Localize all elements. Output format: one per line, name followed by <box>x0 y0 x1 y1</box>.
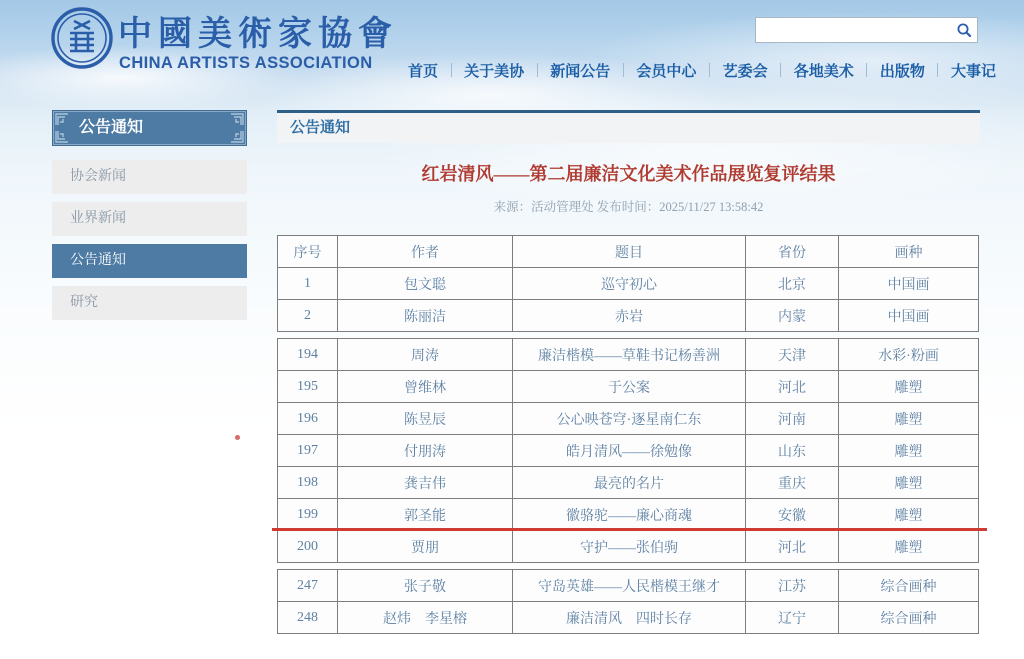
nav-separator <box>866 63 867 77</box>
nav-item[interactable]: 首页 <box>408 62 439 80</box>
table-cell: 龚吉伟 <box>338 467 513 499</box>
table-row <box>278 268 979 300</box>
table-row <box>278 570 979 602</box>
table-cell: 雕塑 <box>839 435 979 467</box>
brand-title-en: CHINA ARTISTS ASSOCIATION <box>119 54 373 72</box>
table-row <box>278 435 979 467</box>
table-row <box>278 339 979 371</box>
corner-ornament-icon <box>55 130 69 143</box>
corner-ornament-icon <box>230 113 244 126</box>
sidebar-item-notices[interactable]: 公告通知 <box>52 244 247 278</box>
table-cell: 198 <box>278 467 338 499</box>
sidebar-item-research[interactable]: 研究 <box>52 286 247 320</box>
search-box <box>755 17 978 43</box>
table-fragment <box>277 338 980 563</box>
table-cell: 山东 <box>746 435 839 467</box>
nav-separator <box>451 63 452 77</box>
nav-item[interactable]: 出版物 <box>879 62 925 80</box>
table-header-cell: 省份 <box>746 236 839 268</box>
nav-item[interactable]: 各地美术 <box>793 62 854 80</box>
nav-separator <box>937 63 938 77</box>
sidebar-menu <box>52 160 247 320</box>
page-title: 红岩清风——第二届廉洁文化美术作品展览复评结果 <box>421 164 836 184</box>
table-cell: 河南 <box>746 403 839 435</box>
table-cell: 雕塑 <box>839 403 979 435</box>
table-cell: 综合画种 <box>839 602 979 634</box>
nav-item[interactable]: 新闻公告 <box>550 62 611 80</box>
table-cell: 皓月清风——徐勉像 <box>513 435 746 467</box>
table-row <box>278 300 979 332</box>
table-cell: 郭圣能 <box>338 499 513 531</box>
table-row <box>278 499 979 531</box>
red-underline <box>272 528 987 531</box>
table-cell: 195 <box>278 371 338 403</box>
breadcrumb: 公告通知 <box>277 110 980 143</box>
sidebar-title <box>52 110 247 146</box>
table-cell: 廉洁清风 四时长存 <box>513 602 746 634</box>
table-row <box>278 403 979 435</box>
table-cell: 江苏 <box>746 570 839 602</box>
table-cell: 雕塑 <box>839 467 979 499</box>
corner-ornament-icon <box>230 130 244 143</box>
main-nav <box>408 59 996 81</box>
table-cell: 199 <box>278 499 338 531</box>
table-row <box>278 602 979 634</box>
corner-ornament-icon <box>55 113 69 126</box>
sidebar <box>52 110 247 328</box>
table-cell: 248 <box>278 602 338 634</box>
table-cell: 周涛 <box>338 339 513 371</box>
table-cell: 陈丽洁 <box>338 300 513 332</box>
sidebar-item-association-news[interactable]: 协会新闻 <box>52 160 247 194</box>
table-area <box>277 235 980 634</box>
table-cell: 196 <box>278 403 338 435</box>
nav-separator <box>780 63 781 77</box>
table-header-cell: 画种 <box>839 236 979 268</box>
table-cell: 贾朋 <box>338 531 513 563</box>
table-cell: 巡守初心 <box>513 268 746 300</box>
table-cell: 公心映苍穹·逐星南仁东 <box>513 403 746 435</box>
table-cell: 曾维林 <box>338 371 513 403</box>
table-fragment <box>277 235 980 332</box>
search-input[interactable] <box>756 18 951 42</box>
table-cell: 247 <box>278 570 338 602</box>
sidebar-item-industry-news[interactable]: 业界新闻 <box>52 202 247 236</box>
table-cell: 内蒙 <box>746 300 839 332</box>
nav-item[interactable]: 大事记 <box>950 62 996 80</box>
table-cell: 河北 <box>746 371 839 403</box>
table-cell: 赵炜 李星榕 <box>338 602 513 634</box>
brand-title-cn: 中國美術家協會 <box>118 16 398 53</box>
table-cell: 雕塑 <box>839 371 979 403</box>
table-row <box>278 467 979 499</box>
table-row <box>278 371 979 403</box>
table-cell: 天津 <box>746 339 839 371</box>
table-cell: 北京 <box>746 268 839 300</box>
main-content <box>277 110 980 640</box>
table-cell: 安徽 <box>746 499 839 531</box>
table-row <box>278 531 979 563</box>
table-header-cell: 序号 <box>278 236 338 268</box>
table-cell: 辽宁 <box>746 602 839 634</box>
meta-line: 来源：活动管理处 发布时间：2025/11/27 13:58:42 <box>493 200 764 214</box>
table-cell: 水彩·粉画 <box>839 339 979 371</box>
table-cell: 雕塑 <box>839 499 979 531</box>
table-cell: 综合画种 <box>839 570 979 602</box>
table-header-row <box>278 236 979 268</box>
table-cell: 付朋涛 <box>338 435 513 467</box>
site-banner <box>0 0 1024 110</box>
sidebar-title-label: 公告通知 <box>79 119 144 136</box>
nav-separator <box>623 63 624 77</box>
caa-seal-icon <box>50 6 114 70</box>
table-cell: 中国画 <box>839 268 979 300</box>
table-cell: 张子敬 <box>338 570 513 602</box>
table-cell: 河北 <box>746 531 839 563</box>
table-cell: 徽骆驼——廉心商魂 <box>513 499 746 531</box>
nav-separator <box>537 63 538 77</box>
table-cell: 200 <box>278 531 338 563</box>
table-cell: 最亮的名片 <box>513 467 746 499</box>
red-dot <box>235 435 240 440</box>
table-cell: 197 <box>278 435 338 467</box>
table-cell: 于公案 <box>513 371 746 403</box>
table-cell: 包文聪 <box>338 268 513 300</box>
nav-item[interactable]: 艺委会 <box>722 62 768 80</box>
table-cell: 守护——张伯驹 <box>513 531 746 563</box>
table-fragment <box>277 569 980 634</box>
table-cell: 雕塑 <box>839 531 979 563</box>
table-cell: 1 <box>278 268 338 300</box>
table-cell: 守岛英雄——人民楷模王继才 <box>513 570 746 602</box>
search-button[interactable] <box>951 18 977 42</box>
nav-separator <box>709 63 710 77</box>
table-cell: 重庆 <box>746 467 839 499</box>
search-icon <box>956 22 972 38</box>
table-cell: 廉洁楷模——草鞋书记杨善洲 <box>513 339 746 371</box>
table-header-cell: 作者 <box>338 236 513 268</box>
nav-item[interactable]: 会员中心 <box>636 62 697 80</box>
table-cell: 中国画 <box>839 300 979 332</box>
table-cell: 2 <box>278 300 338 332</box>
table-header-cell: 题目 <box>513 236 746 268</box>
table-cell: 陈昱辰 <box>338 403 513 435</box>
table-cell: 194 <box>278 339 338 371</box>
nav-item[interactable]: 关于美协 <box>464 62 525 80</box>
table-cell: 赤岩 <box>513 300 746 332</box>
